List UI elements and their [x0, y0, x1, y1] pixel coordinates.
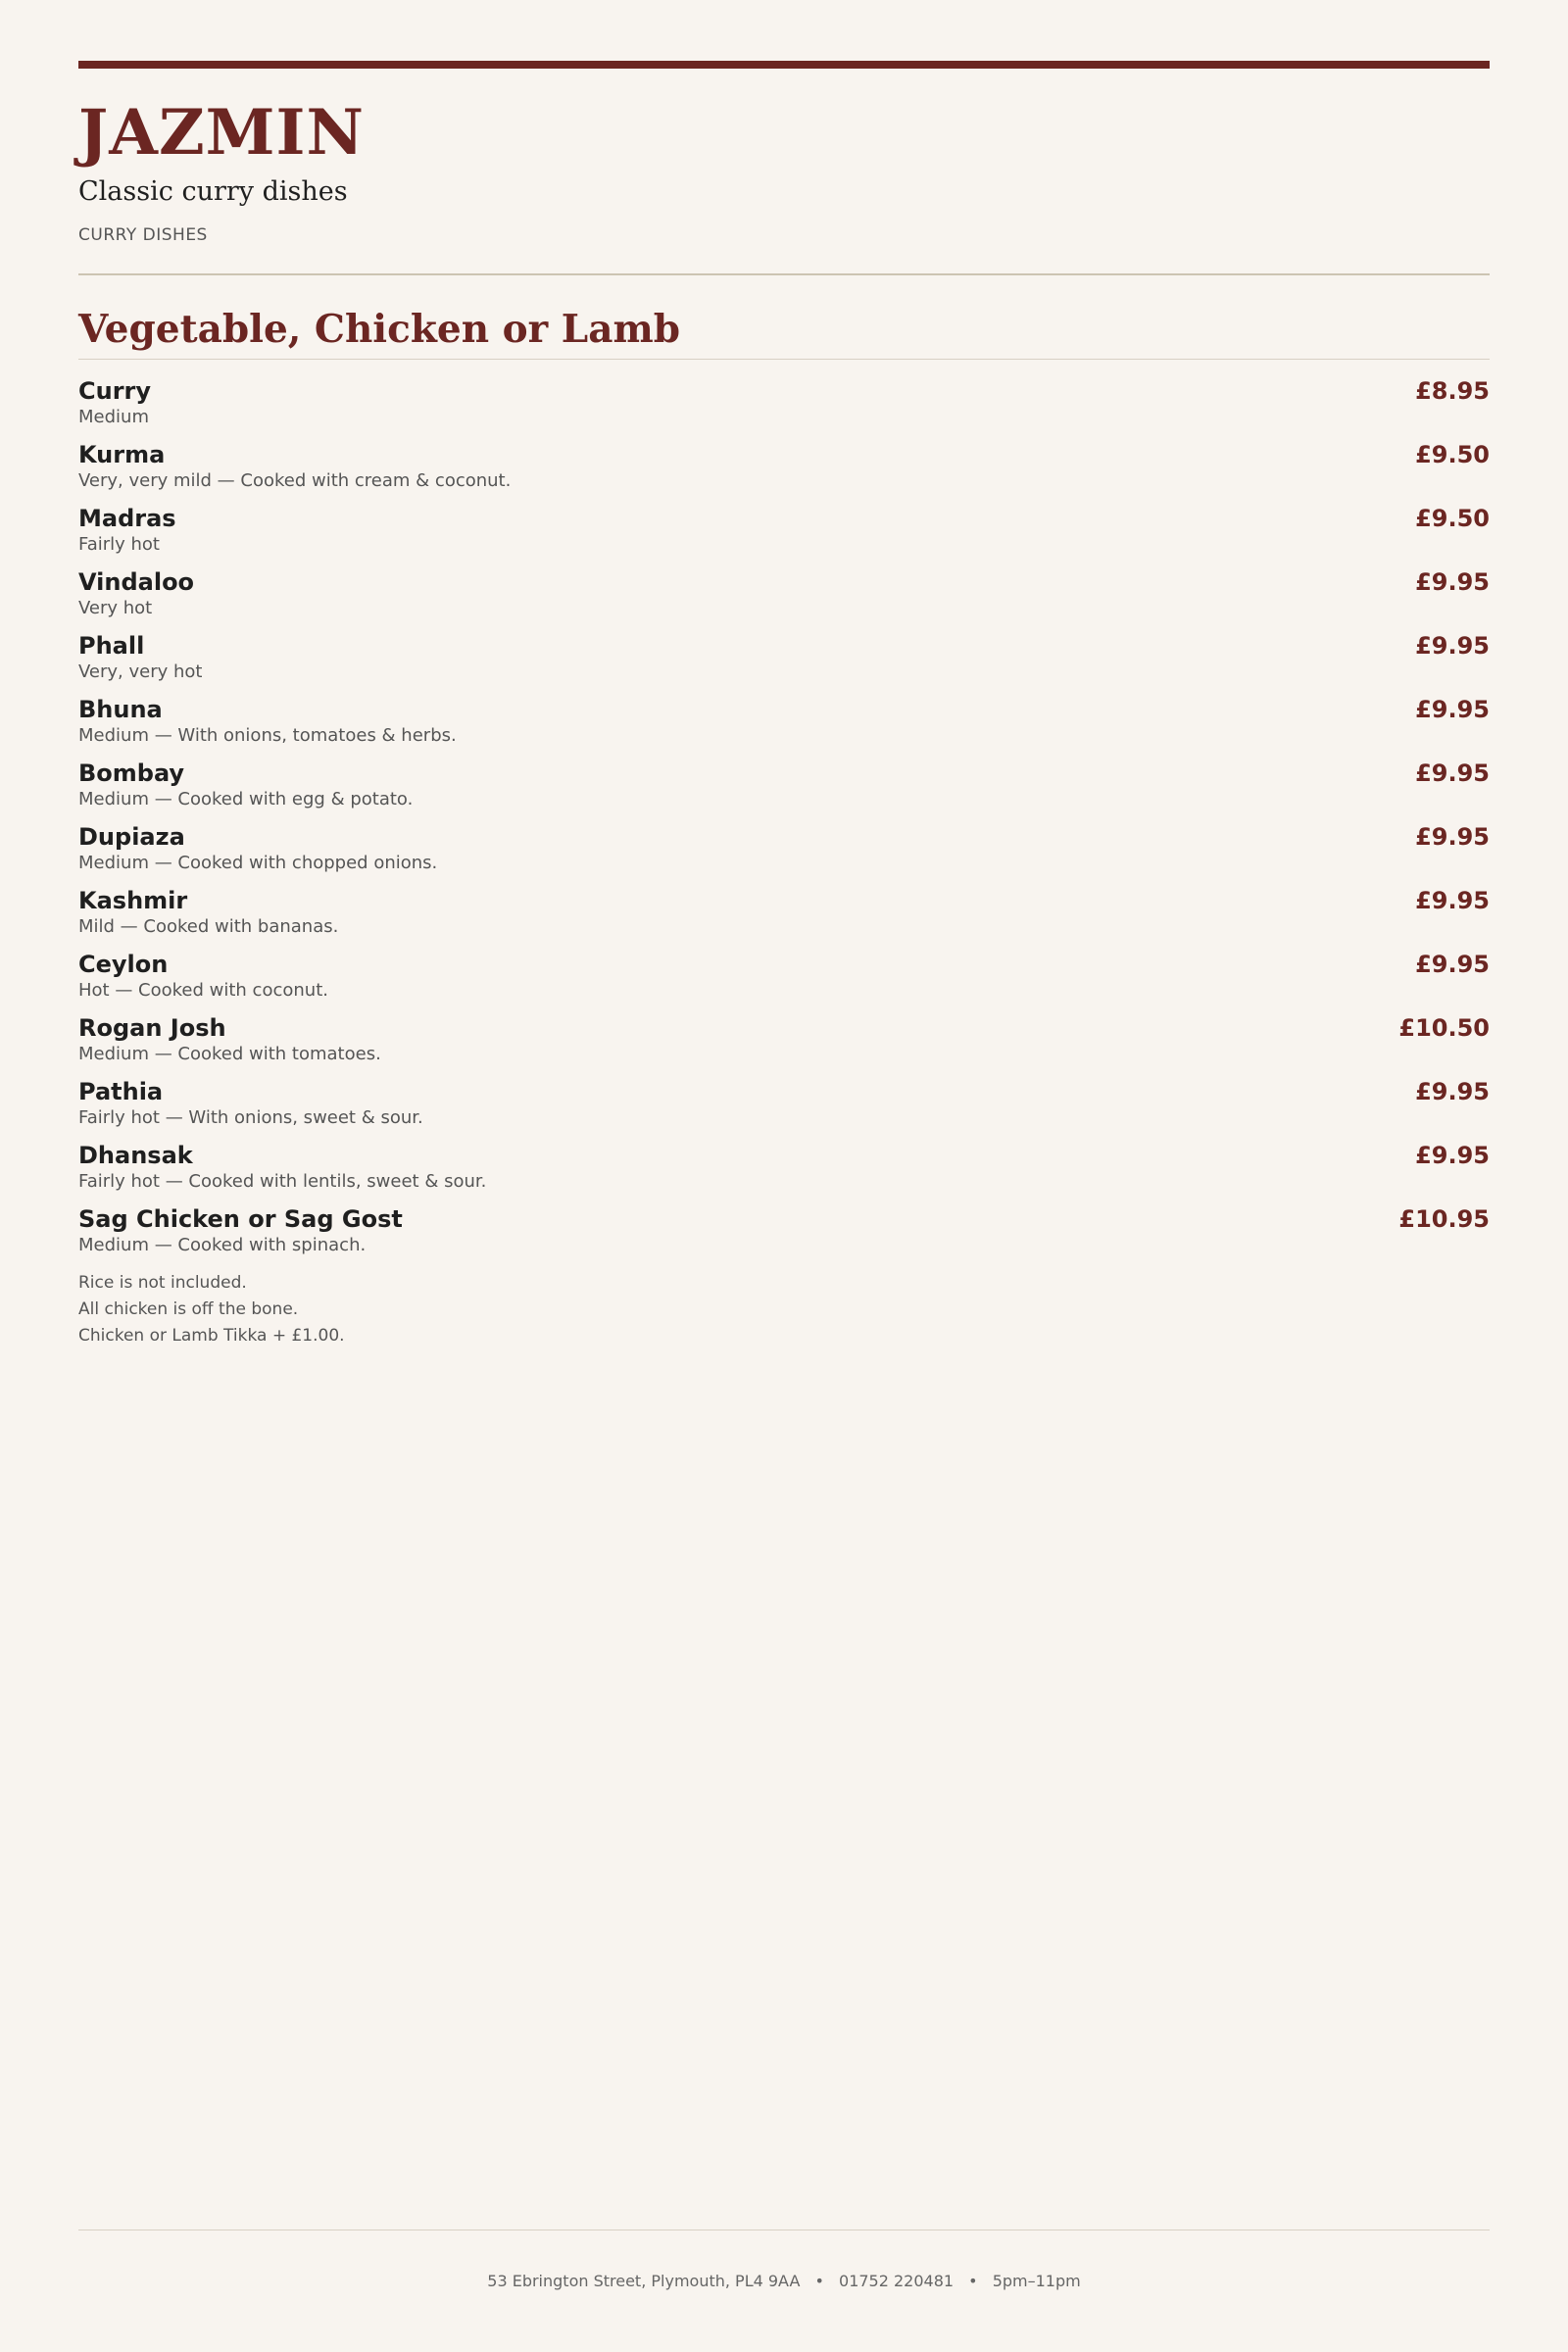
section-divider — [78, 359, 1490, 360]
item-price: £9.95 — [1415, 887, 1490, 914]
menu-page — [78, 0, 1490, 2352]
menu-item — [78, 817, 1490, 881]
item-name: Curry — [78, 377, 152, 405]
item-description: Fairly hot — Cooked with lentils, sweet & sour. — [78, 1171, 487, 1192]
footer-hours: 5pm–11pm — [992, 2272, 1081, 2290]
item-name: Dupiaza — [78, 823, 185, 851]
item-price: £9.95 — [1415, 696, 1490, 723]
menu-category-label: CURRY DISHES — [78, 225, 208, 245]
item-price: £9.50 — [1415, 505, 1490, 532]
item-description: Fairly hot — With onions, sweet & sour. — [78, 1107, 423, 1128]
restaurant-name: JAZMIN — [78, 96, 365, 170]
item-name: Ceylon — [78, 951, 169, 978]
menu-note: Rice is not included. — [78, 1273, 247, 1293]
item-price: £10.50 — [1398, 1014, 1490, 1042]
footer-contact — [78, 2270, 1490, 2293]
menu-item — [78, 690, 1490, 754]
item-description: Medium — [78, 407, 149, 427]
menu-item — [78, 1200, 1490, 1263]
item-name: Phall — [78, 632, 145, 660]
menu-item — [78, 626, 1490, 690]
item-price: £8.95 — [1415, 377, 1490, 405]
menu-item — [78, 945, 1490, 1008]
item-price: £9.95 — [1415, 632, 1490, 660]
menu-item — [78, 1008, 1490, 1072]
item-description: Medium — Cooked with egg & potato. — [78, 789, 414, 809]
item-price: £9.95 — [1415, 1078, 1490, 1105]
menu-item — [78, 435, 1490, 499]
menu-item — [78, 1072, 1490, 1136]
menu-item — [78, 754, 1490, 817]
item-price: £9.50 — [1415, 441, 1490, 468]
footer-phone: 01752 220481 — [839, 2272, 955, 2290]
item-price: £10.95 — [1398, 1205, 1490, 1233]
item-name: Bhuna — [78, 696, 163, 723]
item-name: Pathia — [78, 1078, 164, 1105]
section-title: Vegetable, Chicken or Lamb — [78, 307, 681, 352]
item-price: £9.95 — [1415, 568, 1490, 596]
menu-items-list — [78, 371, 1490, 1263]
menu-tagline: Classic curry dishes — [78, 176, 348, 207]
item-name: Rogan Josh — [78, 1014, 226, 1042]
footer-separator: • — [814, 2272, 824, 2290]
menu-item — [78, 563, 1490, 626]
item-description: Medium — Cooked with tomatoes. — [78, 1044, 381, 1064]
item-description: Very, very mild — Cooked with cream & coconut. — [78, 470, 512, 491]
menu-item — [78, 1136, 1490, 1200]
menu-notes — [78, 1270, 345, 1349]
item-name: Kashmir — [78, 887, 188, 914]
menu-item — [78, 881, 1490, 945]
menu-item — [78, 499, 1490, 563]
item-description: Medium — With onions, tomatoes & herbs. — [78, 725, 457, 746]
item-description: Hot — Cooked with coconut. — [78, 980, 328, 1001]
item-name: Dhansak — [78, 1142, 193, 1169]
menu-note: All chicken is off the bone. — [78, 1299, 299, 1319]
menu-item — [78, 371, 1490, 435]
item-price: £9.95 — [1415, 951, 1490, 978]
item-description: Medium — Cooked with spinach. — [78, 1235, 367, 1255]
footer-address: 53 Ebrington Street, Plymouth, PL4 9AA — [487, 2272, 801, 2290]
item-description: Medium — Cooked with chopped onions. — [78, 853, 438, 873]
footer-separator: • — [968, 2272, 978, 2290]
item-description: Very hot — [78, 598, 153, 618]
item-name: Vindaloo — [78, 568, 195, 596]
item-price: £9.95 — [1415, 760, 1490, 787]
item-description: Mild — Cooked with bananas. — [78, 916, 339, 937]
item-name: Sag Chicken or Sag Gost — [78, 1205, 403, 1233]
menu-note: Chicken or Lamb Tikka + £1.00. — [78, 1326, 345, 1346]
item-price: £9.95 — [1415, 1142, 1490, 1169]
top-accent-rule — [78, 61, 1490, 69]
item-name: Bombay — [78, 760, 185, 787]
item-description: Very, very hot — [78, 662, 203, 682]
item-price: £9.95 — [1415, 823, 1490, 851]
header-divider — [78, 273, 1490, 275]
item-description: Fairly hot — [78, 534, 160, 555]
item-name: Madras — [78, 505, 176, 532]
item-name: Kurma — [78, 441, 166, 468]
